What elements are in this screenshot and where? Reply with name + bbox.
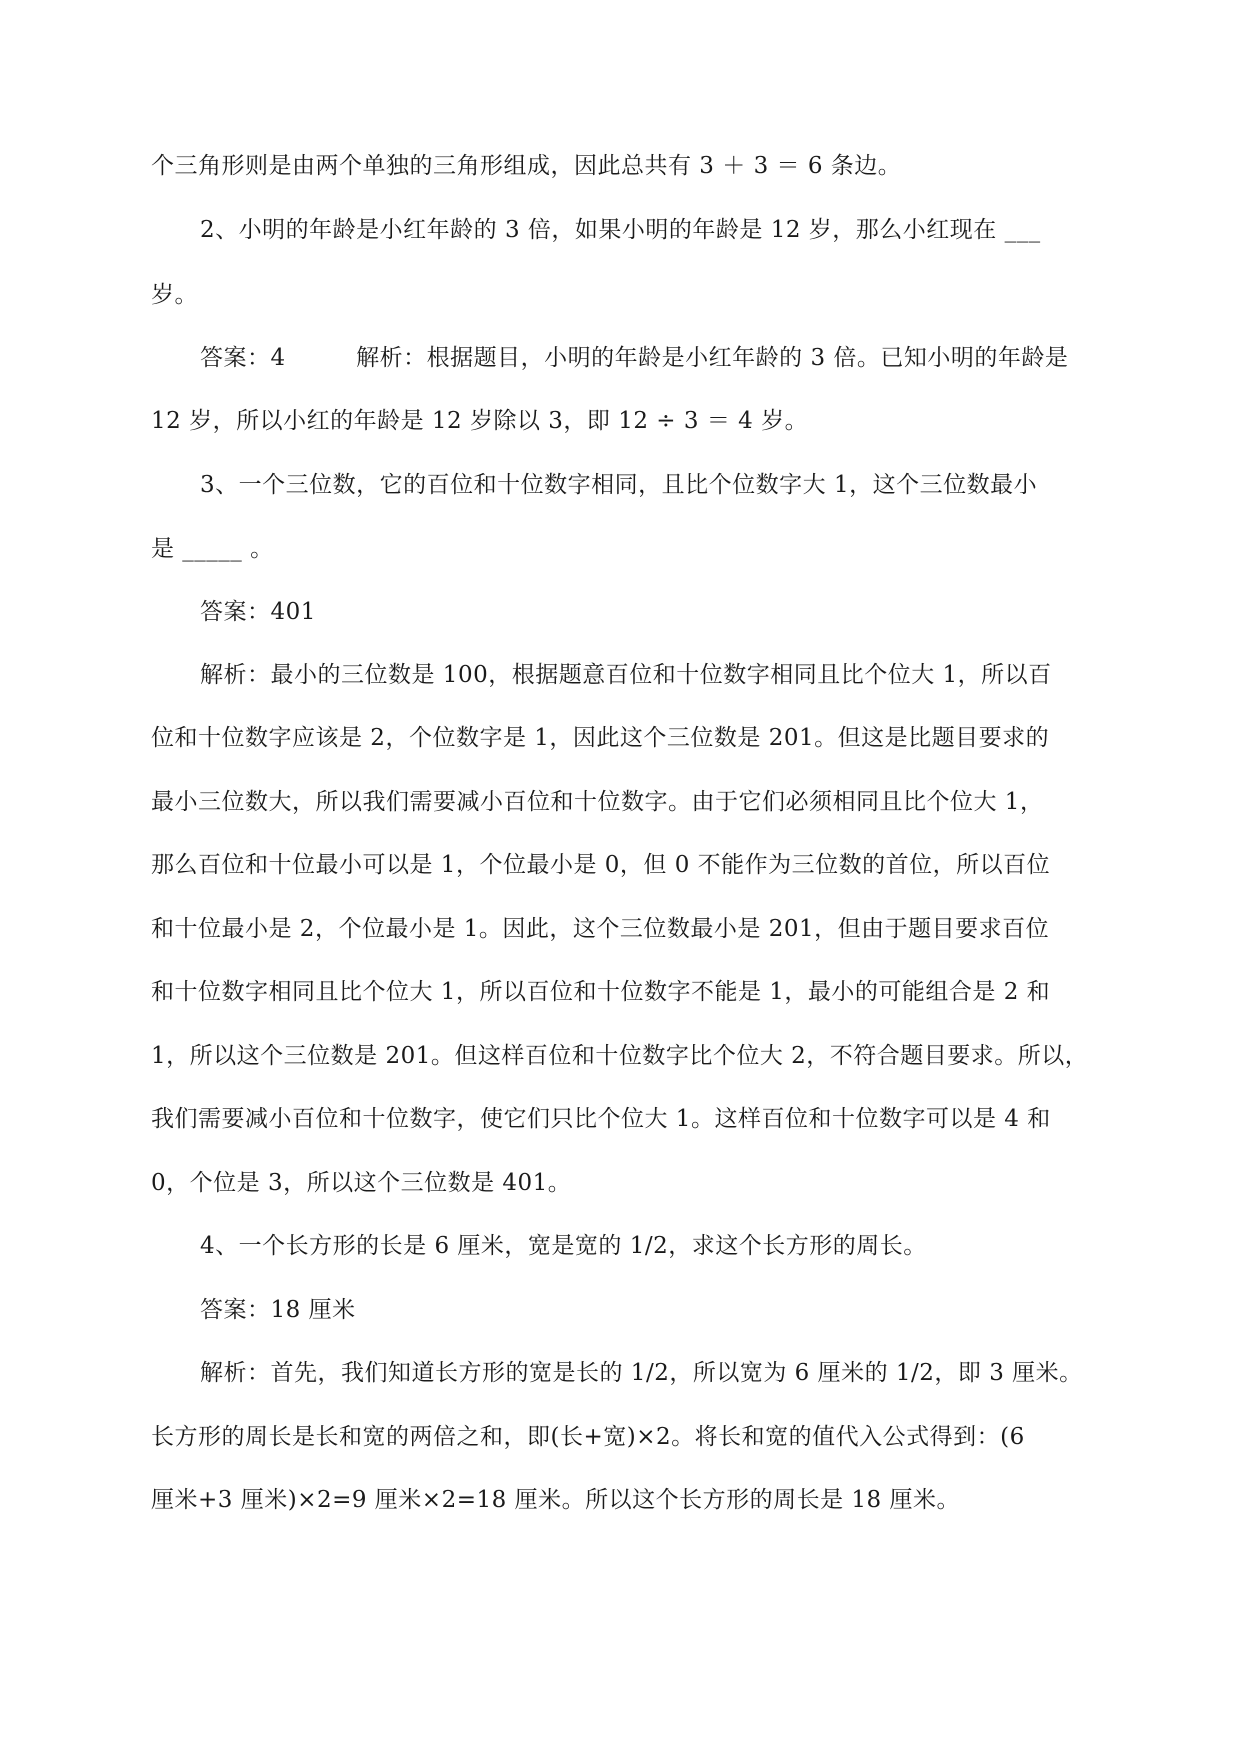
text-line: 岁。: [151, 282, 198, 308]
question-3-line: 3、一个三位数，它的百位和十位数字相同，且比个位数字大 1，这个三位数最小: [200, 472, 1038, 498]
text-line: 我们需要减小百位和十位数字，使它们只比个位大 1。这样百位和十位数字可以是 4 和: [151, 1106, 1051, 1132]
text-line: 1，所以这个三位数是 201。但这样百位和十位数字比个位大 2，不符合题目要求。所以，: [151, 1043, 1089, 1069]
answer-3-line: 答案：401: [200, 599, 316, 625]
text-line: 厘米+3 厘米)×2=9 厘米×2=18 厘米。所以这个长方形的周长是 18 厘米。: [151, 1487, 960, 1513]
question-2-line: 2、小明的年龄是小红年龄的 3 倍，如果小明的年龄是 12 岁，那么小红现在 ___: [200, 217, 1041, 243]
answer-4-line: 答案：18 厘米: [200, 1297, 356, 1323]
text-line: 和十位最小是 2，个位最小是 1。因此，这个三位数最小是 201，但由于题目要求百位: [151, 916, 1050, 942]
question-4-line: 4、一个长方形的长是 6 厘米，宽是宽的 1/2，求这个长方形的周长。: [200, 1233, 927, 1259]
text-line: 和十位数字相同且比个位大 1，所以百位和十位数字不能是 1，最小的可能组合是 2 和: [151, 979, 1051, 1005]
text-line: 那么百位和十位最小可以是 1，个位最小是 0，但 0 不能作为三位数的首位，所以百位: [151, 852, 1051, 878]
answer-2-line: 答案：4 解析：根据题目，小明的年龄是小红年龄的 3 倍。已知小明的年龄是: [200, 345, 1069, 371]
text-line: 长方形的周长是长和宽的两倍之和，即(长+宽)×2。将长和宽的值代入公式得到：(6: [151, 1424, 1025, 1450]
text-line: 是 _____ 。: [151, 536, 274, 562]
text-line: 0，个位是 3，所以这个三位数是 401。: [151, 1170, 572, 1196]
explanation-3-line: 解析：最小的三位数是 100，根据题意百位和十位数字相同且比个位大 1，所以百: [200, 662, 1052, 688]
text-line: 12 岁，所以小红的年龄是 12 岁除以 3，即 12 ÷ 3 ＝ 4 岁。: [151, 408, 809, 434]
text-line: 个三角形则是由两个单独的三角形组成，因此总共有 3 ＋ 3 ＝ 6 条边。: [151, 153, 902, 179]
explanation-4-line: 解析：首先，我们知道长方形的宽是长的 1/2，所以宽为 6 厘米的 1/2，即 3 厘米。: [200, 1360, 1083, 1386]
text-line: 最小三位数大，所以我们需要减小百位和十位数字。由于它们必须相同且比个位大 1，: [151, 789, 1044, 815]
text-line: 位和十位数字应该是 2，个位数字是 1，因此这个三位数是 201。但这是比题目要求的: [151, 725, 1050, 751]
